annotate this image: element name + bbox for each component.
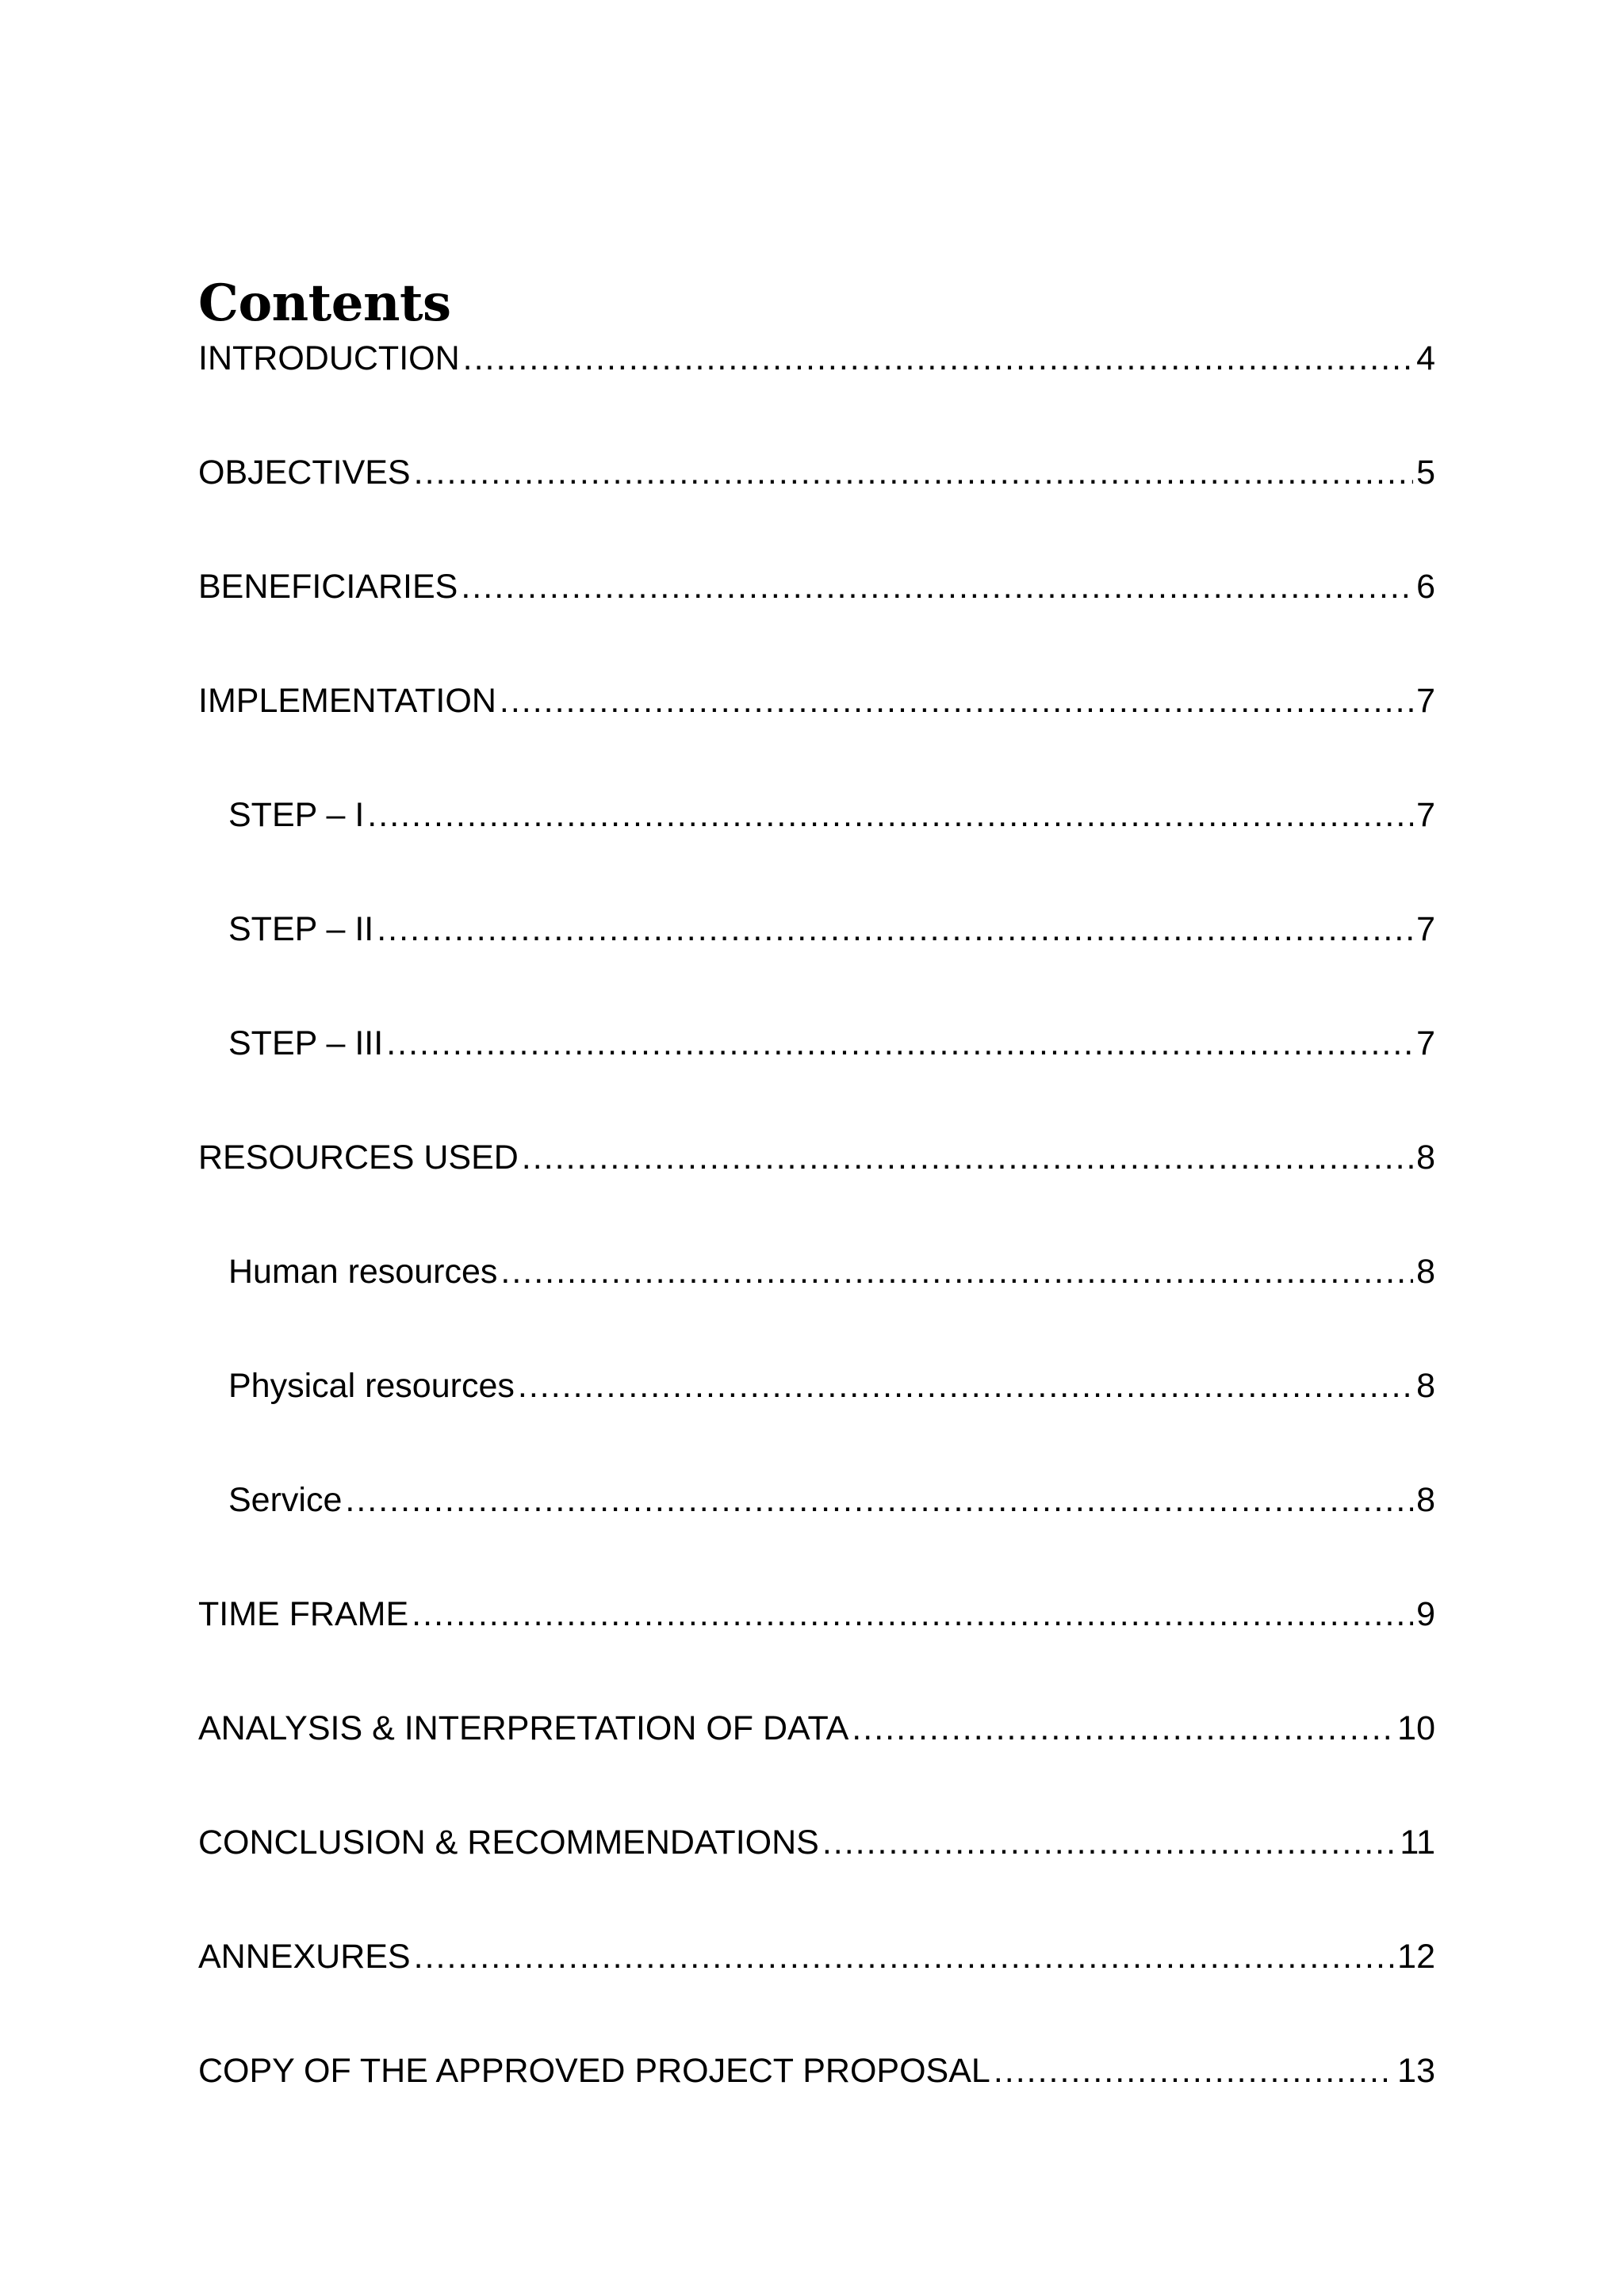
toc-dot-leader [414, 447, 1413, 498]
toc-entry-label: ANALYSIS & INTERPRETATION OF DATA [198, 1709, 849, 1747]
toc-entry-page-number: 5 [1416, 453, 1435, 492]
toc-dot-leader [367, 790, 1413, 840]
toc-entry-page-number: 7 [1416, 796, 1435, 834]
toc-entry-label: Service [228, 1481, 343, 1519]
toc-entry[interactable] [198, 1703, 1435, 1817]
toc-entry-label: COPY OF THE APPROVED PROJECT PROPOSAL [198, 2052, 990, 2090]
toc-entry-label: RESOURCES USED [198, 1138, 519, 1177]
toc-heading: Contents [198, 274, 451, 333]
toc-entry-label: Human resources [228, 1253, 498, 1291]
toc-entry-page-number: 4 [1416, 339, 1435, 377]
toc-entry[interactable] [198, 333, 1435, 447]
toc-entry[interactable] [198, 904, 1435, 1018]
toc-entry-label: ANNEXURES [198, 1938, 411, 1976]
toc-dot-leader [461, 561, 1413, 612]
toc-entry-page-number: 8 [1416, 1138, 1435, 1177]
toc-dot-leader [822, 1817, 1397, 1868]
toc-dot-leader [414, 1931, 1395, 1982]
toc-list [198, 333, 1435, 2160]
toc-entry-label: INTRODUCTION [198, 339, 460, 377]
toc-dot-leader [500, 675, 1413, 726]
toc-dot-leader [463, 333, 1413, 384]
toc-entry-page-number: 8 [1416, 1481, 1435, 1519]
toc-entry[interactable] [198, 1931, 1435, 2045]
toc-dot-leader [377, 904, 1413, 955]
toc-dot-leader [386, 1018, 1413, 1069]
toc-entry-label: OBJECTIVES [198, 453, 411, 492]
toc-dot-leader [852, 1703, 1394, 1754]
toc-entry-label: Physical resources [228, 1367, 515, 1405]
toc-dot-leader [994, 2045, 1394, 2096]
toc-entry[interactable] [198, 2045, 1435, 2160]
toc-dot-leader [500, 1246, 1413, 1297]
toc-entry[interactable] [198, 1817, 1435, 1931]
toc-entry-page-number: 7 [1416, 1024, 1435, 1062]
toc-dot-leader [412, 1589, 1413, 1640]
toc-entry-label: STEP – II [228, 910, 374, 948]
toc-entry[interactable] [198, 1132, 1435, 1246]
toc-entry-label: CONCLUSION & RECOMMENDATIONS [198, 1823, 819, 1862]
toc-entry-page-number: 12 [1397, 1938, 1435, 1976]
toc-entry-label: STEP – I [228, 796, 365, 834]
toc-entry-page-number: 10 [1397, 1709, 1435, 1747]
toc-entry-page-number: 13 [1397, 2052, 1435, 2090]
toc-entry[interactable] [198, 447, 1435, 561]
toc-entry[interactable] [198, 1018, 1435, 1132]
toc-dot-leader [518, 1360, 1413, 1411]
toc-entry-page-number: 8 [1416, 1367, 1435, 1405]
toc-entry-page-number: 8 [1416, 1253, 1435, 1291]
toc-entry-label: IMPLEMENTATION [198, 682, 496, 720]
toc-entry[interactable] [198, 675, 1435, 790]
toc-entry[interactable] [198, 561, 1435, 675]
toc-entry-label: STEP – III [228, 1024, 384, 1062]
toc-entry[interactable] [198, 1360, 1435, 1475]
toc-entry-page-number: 9 [1416, 1595, 1435, 1633]
toc-entry[interactable] [198, 1589, 1435, 1703]
toc-entry[interactable] [198, 1475, 1435, 1589]
toc-entry[interactable] [198, 1246, 1435, 1360]
toc-entry[interactable] [198, 790, 1435, 904]
toc-entry-label: TIME FRAME [198, 1595, 409, 1633]
toc-dot-leader [345, 1475, 1413, 1525]
toc-entry-label: BENEFICIARIES [198, 568, 458, 606]
toc-entry-page-number: 11 [1400, 1823, 1435, 1862]
toc-entry-page-number: 7 [1416, 682, 1435, 720]
toc-dot-leader [522, 1132, 1413, 1183]
toc-entry-page-number: 6 [1416, 568, 1435, 606]
toc-entry-page-number: 7 [1416, 910, 1435, 948]
